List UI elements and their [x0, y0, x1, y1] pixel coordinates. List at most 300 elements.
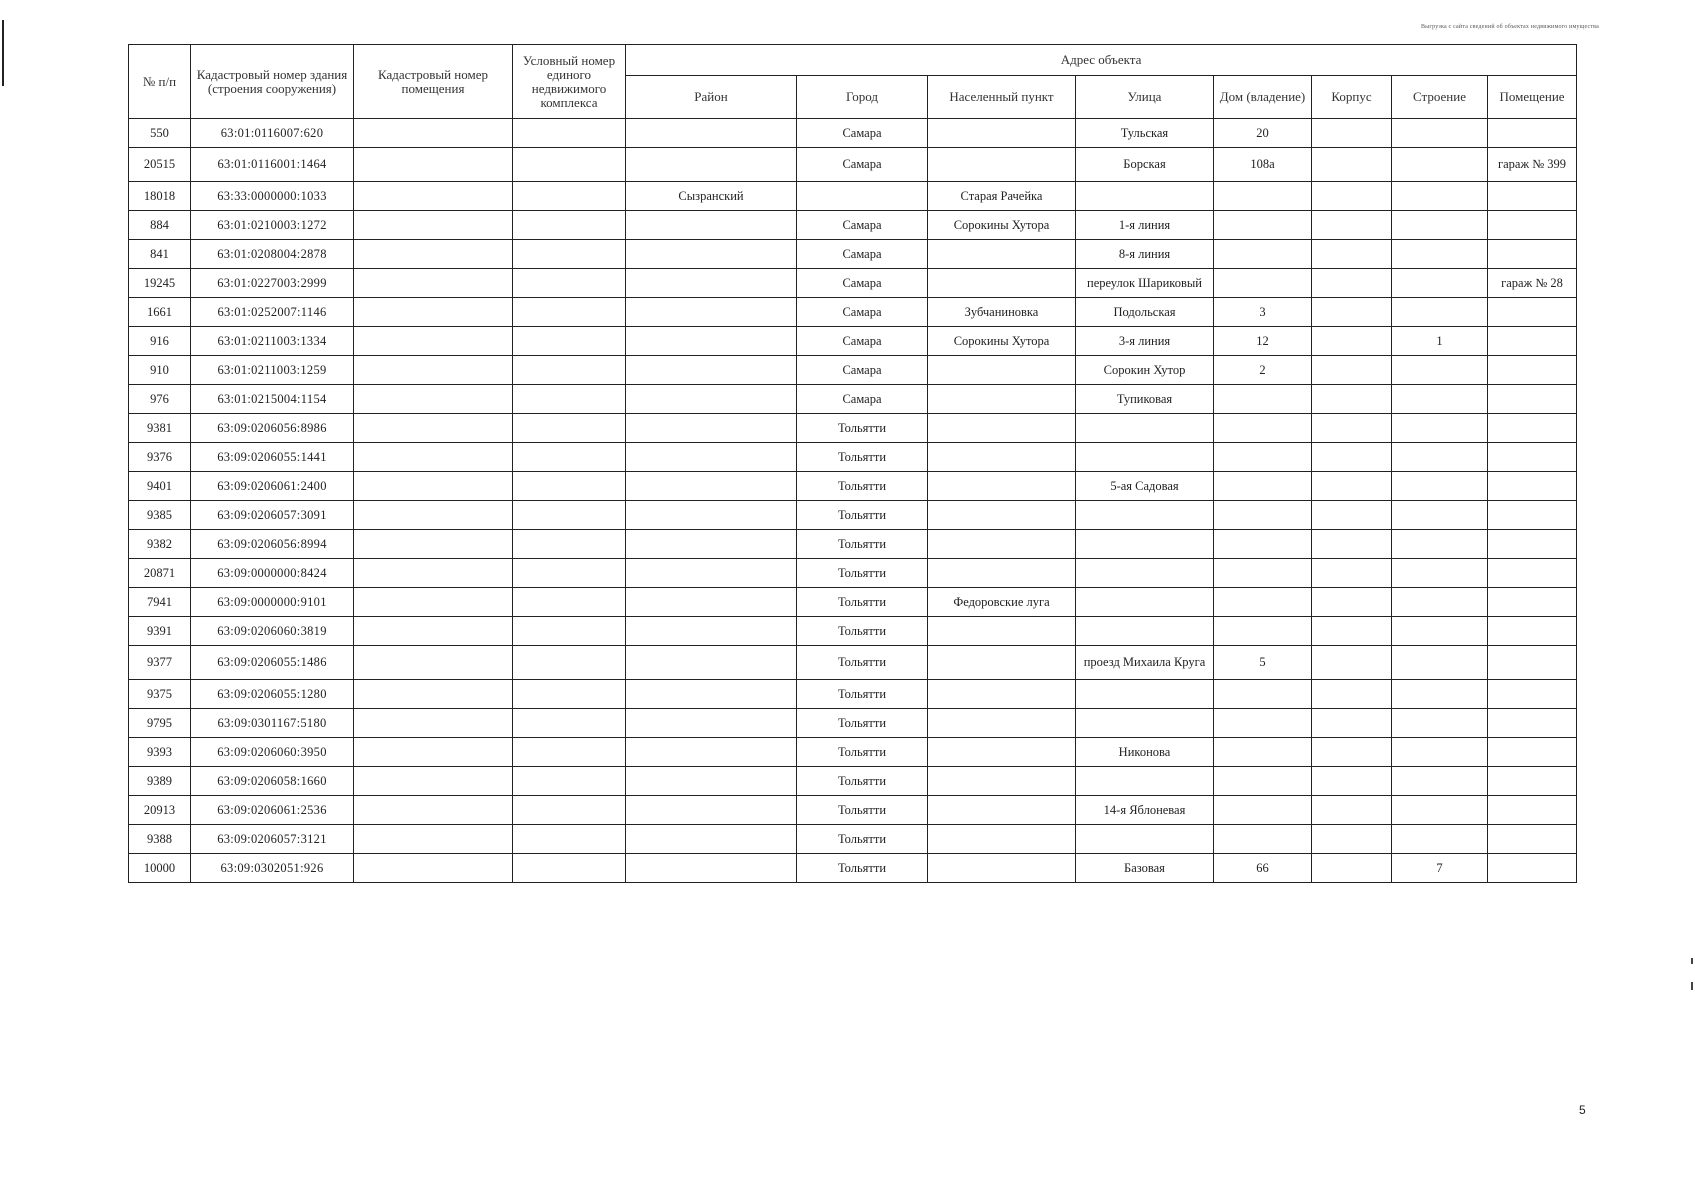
cell-city: Самара [797, 269, 928, 298]
cell-cadastral-building: 63:01:0211003:1259 [191, 356, 354, 385]
cell-conditional-number [513, 767, 626, 796]
cell-settlement [928, 738, 1076, 767]
cell-building [1392, 796, 1488, 825]
cell-conditional-number [513, 530, 626, 559]
cell-korpus [1312, 211, 1392, 240]
header-cadastral-room: Кадастровый номер помещения [354, 45, 513, 119]
scan-edge-mark-right [1691, 982, 1693, 990]
cell-city: Тольятти [797, 854, 928, 883]
cell-cadastral-building: 63:09:0206060:3950 [191, 738, 354, 767]
table-row [129, 617, 1577, 646]
cell-conditional-number [513, 356, 626, 385]
cell-street [1076, 443, 1214, 472]
header-district: Район [626, 76, 797, 119]
cell-cadastral-building: 63:33:0000000:1033 [191, 182, 354, 211]
cell-city: Тольятти [797, 680, 928, 709]
cell-city: Самара [797, 148, 928, 182]
cell-premise [1488, 680, 1577, 709]
cell-district [626, 443, 797, 472]
cell-cadastral-room [354, 767, 513, 796]
cell-no: 884 [129, 211, 191, 240]
cell-city: Самара [797, 356, 928, 385]
cell-no: 9377 [129, 646, 191, 680]
cell-cadastral-room [354, 825, 513, 854]
cell-cadastral-building: 63:09:0206055:1441 [191, 443, 354, 472]
cell-cadastral-building: 63:01:0116001:1464 [191, 148, 354, 182]
page-number: 5 [1579, 1103, 1586, 1117]
cell-conditional-number [513, 559, 626, 588]
cell-cadastral-room [354, 617, 513, 646]
cell-district [626, 530, 797, 559]
cell-house [1214, 472, 1312, 501]
cell-cadastral-building: 63:01:0210003:1272 [191, 211, 354, 240]
cell-conditional-number [513, 588, 626, 617]
cell-cadastral-building: 63:09:0206055:1486 [191, 646, 354, 680]
cell-building [1392, 298, 1488, 327]
cell-cadastral-building: 63:09:0206057:3121 [191, 825, 354, 854]
cell-street: Борская [1076, 148, 1214, 182]
cell-conditional-number [513, 738, 626, 767]
cell-street: 5-ая Садовая [1076, 472, 1214, 501]
cell-korpus [1312, 148, 1392, 182]
cell-premise [1488, 182, 1577, 211]
cell-house [1214, 559, 1312, 588]
cell-cadastral-room [354, 327, 513, 356]
header-no: № п/п [129, 45, 191, 119]
cell-district [626, 414, 797, 443]
cell-korpus [1312, 269, 1392, 298]
cell-building [1392, 269, 1488, 298]
cell-cadastral-room [354, 148, 513, 182]
cell-cadastral-room [354, 269, 513, 298]
cell-conditional-number [513, 327, 626, 356]
cell-district [626, 269, 797, 298]
cell-cadastral-room [354, 530, 513, 559]
cell-conditional-number [513, 854, 626, 883]
cell-korpus [1312, 385, 1392, 414]
cell-building [1392, 709, 1488, 738]
cell-district [626, 298, 797, 327]
cell-street [1076, 559, 1214, 588]
cell-street: переулок Шариковый [1076, 269, 1214, 298]
cell-street: 14-я Яблоневая [1076, 796, 1214, 825]
cell-city: Тольятти [797, 738, 928, 767]
cell-city: Тольятти [797, 646, 928, 680]
cell-conditional-number [513, 617, 626, 646]
cell-cadastral-room [354, 211, 513, 240]
cell-district [626, 767, 797, 796]
header-premise: Помещение [1488, 76, 1577, 119]
cell-house [1214, 767, 1312, 796]
cell-street: Тульская [1076, 119, 1214, 148]
cell-house [1214, 617, 1312, 646]
table-row [129, 825, 1577, 854]
cell-cadastral-room [354, 356, 513, 385]
cell-cadastral-room [354, 501, 513, 530]
cell-no: 9376 [129, 443, 191, 472]
cell-house [1214, 588, 1312, 617]
cell-korpus [1312, 356, 1392, 385]
top-note: Выгрузка с сайта сведений об объектах недвижимого имущества [1420, 24, 1599, 30]
scan-edge-mark-right [1691, 958, 1693, 964]
cell-cadastral-building: 63:01:0215004:1154 [191, 385, 354, 414]
cell-house: 108а [1214, 148, 1312, 182]
table-row [129, 327, 1577, 356]
cell-district [626, 501, 797, 530]
cell-district [626, 709, 797, 738]
cell-conditional-number [513, 148, 626, 182]
cell-building [1392, 617, 1488, 646]
cell-no: 9381 [129, 414, 191, 443]
cell-conditional-number [513, 385, 626, 414]
cell-settlement [928, 767, 1076, 796]
cell-premise [1488, 854, 1577, 883]
cell-premise [1488, 738, 1577, 767]
table-row [129, 709, 1577, 738]
cell-building [1392, 588, 1488, 617]
cell-cadastral-building: 63:09:0206058:1660 [191, 767, 354, 796]
cell-cadastral-room [354, 738, 513, 767]
cell-conditional-number [513, 646, 626, 680]
table-row [129, 356, 1577, 385]
cell-house: 5 [1214, 646, 1312, 680]
cell-city: Тольятти [797, 414, 928, 443]
cell-settlement [928, 356, 1076, 385]
cell-korpus [1312, 646, 1392, 680]
cell-district [626, 211, 797, 240]
cell-district [626, 385, 797, 414]
table-row [129, 385, 1577, 414]
cell-district [626, 854, 797, 883]
cell-city: Тольятти [797, 530, 928, 559]
cell-building [1392, 182, 1488, 211]
cell-korpus [1312, 588, 1392, 617]
cell-cadastral-building: 63:01:0227003:2999 [191, 269, 354, 298]
cell-settlement [928, 269, 1076, 298]
cell-korpus [1312, 501, 1392, 530]
cell-street: Тупиковая [1076, 385, 1214, 414]
cell-city: Тольятти [797, 588, 928, 617]
cell-conditional-number [513, 269, 626, 298]
cell-cadastral-building: 63:09:0206057:3091 [191, 501, 354, 530]
cell-city: Тольятти [797, 825, 928, 854]
header-settlement: Населенный пункт [928, 76, 1076, 119]
header-korpus: Корпус [1312, 76, 1392, 119]
cell-house [1214, 211, 1312, 240]
table-header [129, 45, 1577, 119]
cell-settlement [928, 559, 1076, 588]
cell-street [1076, 501, 1214, 530]
cell-house: 66 [1214, 854, 1312, 883]
cell-no: 20871 [129, 559, 191, 588]
cell-cadastral-room [354, 588, 513, 617]
cell-building [1392, 825, 1488, 854]
cell-cadastral-room [354, 414, 513, 443]
cell-cadastral-building: 63:09:0000000:8424 [191, 559, 354, 588]
cell-cadastral-building: 63:01:0208004:2878 [191, 240, 354, 269]
cell-street: 1-я линия [1076, 211, 1214, 240]
cell-cadastral-room [354, 796, 513, 825]
cell-settlement [928, 501, 1076, 530]
cell-no: 9393 [129, 738, 191, 767]
cell-premise [1488, 472, 1577, 501]
cell-building [1392, 646, 1488, 680]
cell-korpus [1312, 709, 1392, 738]
cell-settlement [928, 680, 1076, 709]
cell-cadastral-building: 63:09:0301167:5180 [191, 709, 354, 738]
cell-korpus [1312, 298, 1392, 327]
cell-no: 9382 [129, 530, 191, 559]
header-house: Дом (владение) [1214, 76, 1312, 119]
cell-korpus [1312, 854, 1392, 883]
cell-no: 9401 [129, 472, 191, 501]
cell-premise [1488, 796, 1577, 825]
cell-street [1076, 617, 1214, 646]
cell-street [1076, 182, 1214, 211]
cell-cadastral-building: 63:09:0206056:8986 [191, 414, 354, 443]
table-row [129, 269, 1577, 298]
cell-settlement: Федоровские луга [928, 588, 1076, 617]
cell-korpus [1312, 240, 1392, 269]
cell-korpus [1312, 617, 1392, 646]
cell-house [1214, 530, 1312, 559]
table-row [129, 501, 1577, 530]
cell-conditional-number [513, 298, 626, 327]
table-row [129, 738, 1577, 767]
cell-cadastral-building: 63:09:0000000:9101 [191, 588, 354, 617]
cell-street: Подольская [1076, 298, 1214, 327]
cell-cadastral-room [354, 646, 513, 680]
cell-settlement [928, 148, 1076, 182]
cell-conditional-number [513, 680, 626, 709]
cell-premise [1488, 443, 1577, 472]
cell-premise [1488, 767, 1577, 796]
cell-no: 550 [129, 119, 191, 148]
cell-settlement [928, 530, 1076, 559]
cell-no: 976 [129, 385, 191, 414]
cell-building [1392, 414, 1488, 443]
cell-premise: гараж № 28 [1488, 269, 1577, 298]
cell-cadastral-building: 63:01:0252007:1146 [191, 298, 354, 327]
cell-building [1392, 501, 1488, 530]
cell-city: Тольятти [797, 472, 928, 501]
header-address-group: Адрес объекта [626, 45, 1577, 76]
cell-korpus [1312, 767, 1392, 796]
cell-settlement [928, 472, 1076, 501]
table-row [129, 148, 1577, 182]
cell-building [1392, 356, 1488, 385]
cell-street: 8-я линия [1076, 240, 1214, 269]
cell-house: 3 [1214, 298, 1312, 327]
cell-house [1214, 796, 1312, 825]
cell-building [1392, 530, 1488, 559]
cell-conditional-number [513, 443, 626, 472]
cell-building [1392, 767, 1488, 796]
cell-building: 1 [1392, 327, 1488, 356]
cell-street [1076, 767, 1214, 796]
cell-district [626, 680, 797, 709]
cell-korpus [1312, 472, 1392, 501]
cell-district [626, 588, 797, 617]
cell-cadastral-room [354, 680, 513, 709]
cell-house [1214, 825, 1312, 854]
cell-cadastral-room [354, 854, 513, 883]
cell-street: 3-я линия [1076, 327, 1214, 356]
cell-conditional-number [513, 414, 626, 443]
cell-no: 20913 [129, 796, 191, 825]
cell-no: 9795 [129, 709, 191, 738]
table-row [129, 211, 1577, 240]
table-row [129, 854, 1577, 883]
cell-no: 19245 [129, 269, 191, 298]
cell-building [1392, 559, 1488, 588]
cell-building [1392, 211, 1488, 240]
cell-district [626, 646, 797, 680]
cell-premise [1488, 119, 1577, 148]
cell-cadastral-building: 63:09:0206056:8994 [191, 530, 354, 559]
cell-korpus [1312, 182, 1392, 211]
cell-district [626, 327, 797, 356]
cell-korpus [1312, 530, 1392, 559]
cell-house [1214, 414, 1312, 443]
cell-premise [1488, 501, 1577, 530]
cell-premise [1488, 414, 1577, 443]
cell-conditional-number [513, 796, 626, 825]
cell-building: 7 [1392, 854, 1488, 883]
cell-city: Самара [797, 119, 928, 148]
cell-cadastral-building: 63:09:0206061:2400 [191, 472, 354, 501]
header-conditional-number: Условный номер единого недвижимого комплекса [513, 45, 626, 119]
cell-settlement [928, 385, 1076, 414]
cell-settlement: Старая Рачейка [928, 182, 1076, 211]
cell-district [626, 796, 797, 825]
cell-premise [1488, 211, 1577, 240]
cell-conditional-number [513, 182, 626, 211]
cell-city: Тольятти [797, 559, 928, 588]
cell-settlement: Сорокины Хутора [928, 327, 1076, 356]
cell-premise [1488, 617, 1577, 646]
cell-district [626, 825, 797, 854]
cell-building [1392, 148, 1488, 182]
cell-premise [1488, 559, 1577, 588]
cell-house [1214, 709, 1312, 738]
cell-no: 20515 [129, 148, 191, 182]
cell-no: 9389 [129, 767, 191, 796]
cell-city: Самара [797, 327, 928, 356]
cell-street: Сорокин Хутор [1076, 356, 1214, 385]
table-row [129, 182, 1577, 211]
cell-korpus [1312, 680, 1392, 709]
cell-district [626, 559, 797, 588]
cell-premise [1488, 385, 1577, 414]
cell-settlement [928, 796, 1076, 825]
cell-premise [1488, 240, 1577, 269]
cell-city [797, 182, 928, 211]
cell-no: 1661 [129, 298, 191, 327]
cell-korpus [1312, 119, 1392, 148]
cell-no: 7941 [129, 588, 191, 617]
table-row [129, 796, 1577, 825]
cell-conditional-number [513, 211, 626, 240]
cell-district [626, 240, 797, 269]
cell-city: Самара [797, 385, 928, 414]
cell-house [1214, 680, 1312, 709]
cell-premise [1488, 327, 1577, 356]
cell-settlement: Сорокины Хутора [928, 211, 1076, 240]
table-row [129, 680, 1577, 709]
cell-settlement [928, 414, 1076, 443]
cell-house [1214, 501, 1312, 530]
cell-building [1392, 240, 1488, 269]
cell-building [1392, 738, 1488, 767]
cell-house [1214, 182, 1312, 211]
cell-building [1392, 680, 1488, 709]
cell-city: Тольятти [797, 501, 928, 530]
cell-city: Самара [797, 211, 928, 240]
cell-district [626, 148, 797, 182]
table-row [129, 530, 1577, 559]
cell-street: Базовая [1076, 854, 1214, 883]
cell-no: 9375 [129, 680, 191, 709]
cell-korpus [1312, 825, 1392, 854]
cell-korpus [1312, 559, 1392, 588]
cell-no: 841 [129, 240, 191, 269]
table-row [129, 414, 1577, 443]
cell-premise [1488, 298, 1577, 327]
cell-district [626, 738, 797, 767]
cell-cadastral-building: 63:09:0206055:1280 [191, 680, 354, 709]
cell-building [1392, 472, 1488, 501]
cell-settlement [928, 854, 1076, 883]
table-row [129, 646, 1577, 680]
cell-premise [1488, 825, 1577, 854]
cell-city: Тольятти [797, 767, 928, 796]
cell-cadastral-building: 63:01:0116007:620 [191, 119, 354, 148]
cell-city: Тольятти [797, 443, 928, 472]
cell-building [1392, 443, 1488, 472]
cell-settlement [928, 240, 1076, 269]
table-row [129, 119, 1577, 148]
cell-korpus [1312, 738, 1392, 767]
cell-cadastral-room [354, 385, 513, 414]
header-building: Строение [1392, 76, 1488, 119]
cell-house: 12 [1214, 327, 1312, 356]
cell-settlement [928, 825, 1076, 854]
cell-premise [1488, 646, 1577, 680]
table-row [129, 240, 1577, 269]
cell-cadastral-room [354, 182, 513, 211]
cell-conditional-number [513, 501, 626, 530]
cell-premise [1488, 530, 1577, 559]
cell-settlement [928, 443, 1076, 472]
cell-city: Тольятти [797, 709, 928, 738]
cell-street [1076, 680, 1214, 709]
cell-cadastral-room [354, 443, 513, 472]
cell-cadastral-room [354, 559, 513, 588]
cell-city: Тольятти [797, 796, 928, 825]
cell-cadastral-room [354, 709, 513, 738]
cell-no: 910 [129, 356, 191, 385]
header-cadastral-building: Кадастровый номер здания (строения сооружения) [191, 45, 354, 119]
cell-korpus [1312, 327, 1392, 356]
cell-cadastral-room [354, 472, 513, 501]
cell-korpus [1312, 443, 1392, 472]
cell-house [1214, 443, 1312, 472]
cell-city: Самара [797, 240, 928, 269]
table-body [129, 119, 1577, 883]
table-row [129, 472, 1577, 501]
cell-district [626, 119, 797, 148]
